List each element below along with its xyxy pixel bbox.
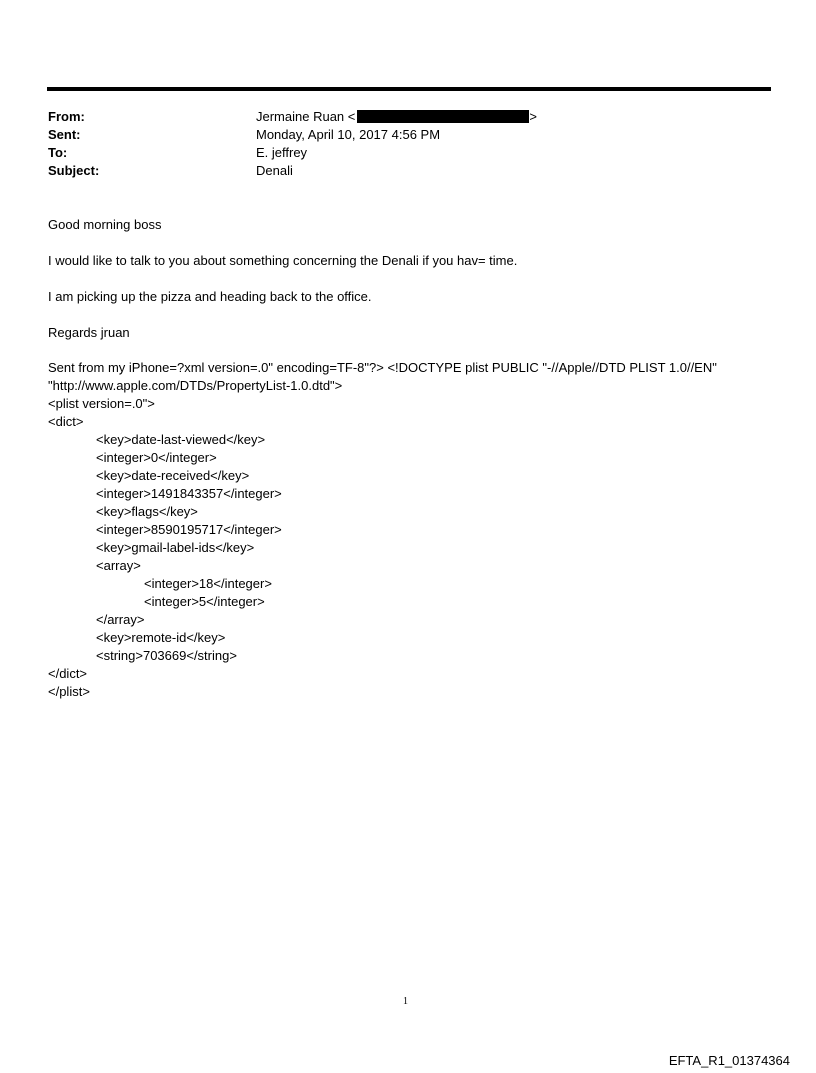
to-label: To: — [48, 145, 68, 160]
from-suffix: > — [529, 109, 537, 124]
from-name: Jermaine Ruan < — [256, 109, 356, 124]
greeting: Good morning boss — [48, 217, 162, 232]
xml-line: <dict> — [48, 414, 84, 429]
xml-line: <key>flags</key> — [96, 504, 198, 519]
subject-value: Denali — [256, 163, 293, 178]
xml-line: </dict> — [48, 666, 88, 681]
body-line-2: I am picking up the pizza and heading back to the office. — [48, 289, 372, 304]
from-label: From: — [48, 109, 85, 124]
signoff: Regards jruan — [48, 325, 130, 340]
bates-number: EFTA_R1_01374364 — [668, 1053, 790, 1068]
xml-line: <integer>0</integer> — [96, 450, 217, 465]
xml-line: <array> — [96, 558, 141, 573]
xml-line: <plist version=.0"> — [48, 396, 155, 411]
plist-block — [48, 359, 717, 701]
subject-label: Subject: — [48, 163, 100, 178]
body-line-1: I would like to talk to you about something concerning the Denali if you hav= time. — [48, 253, 518, 268]
xml-line: <string>703669</string> — [96, 648, 237, 663]
to-value: E. jeffrey — [256, 145, 308, 160]
xml-line: </array> — [96, 612, 145, 627]
xml-line: <integer>5</integer> — [144, 594, 265, 609]
xml-line: Sent from my iPhone=?xml version=.0" encoding=TF-8"?> <!DOCTYPE plist PUBLIC "-//Apple//DTD PLIST 1.0//EN" — [48, 360, 717, 375]
sent-label: Sent: — [48, 127, 81, 142]
from-value — [256, 108, 537, 126]
xml-line: <integer>1491843357</integer> — [96, 486, 282, 501]
xml-line: <key>gmail-label-ids</key> — [96, 540, 255, 555]
page-number: 1 — [403, 996, 408, 1007]
xml-line: "http://www.apple.com/DTDs/PropertyList-1.0.dtd"> — [48, 378, 343, 393]
xml-line: <integer>18</integer> — [144, 576, 272, 591]
redaction-bar — [357, 110, 529, 123]
xml-line: <integer>8590195717</integer> — [96, 522, 282, 537]
xml-line: <key>date-received</key> — [96, 468, 250, 483]
xml-line: <key>date-last-viewed</key> — [96, 432, 266, 447]
xml-line: <key>remote-id</key> — [96, 630, 226, 645]
xml-line: </plist> — [48, 684, 90, 699]
header-rule — [47, 87, 771, 91]
sent-value: Monday, April 10, 2017 4:56 PM — [256, 127, 441, 142]
